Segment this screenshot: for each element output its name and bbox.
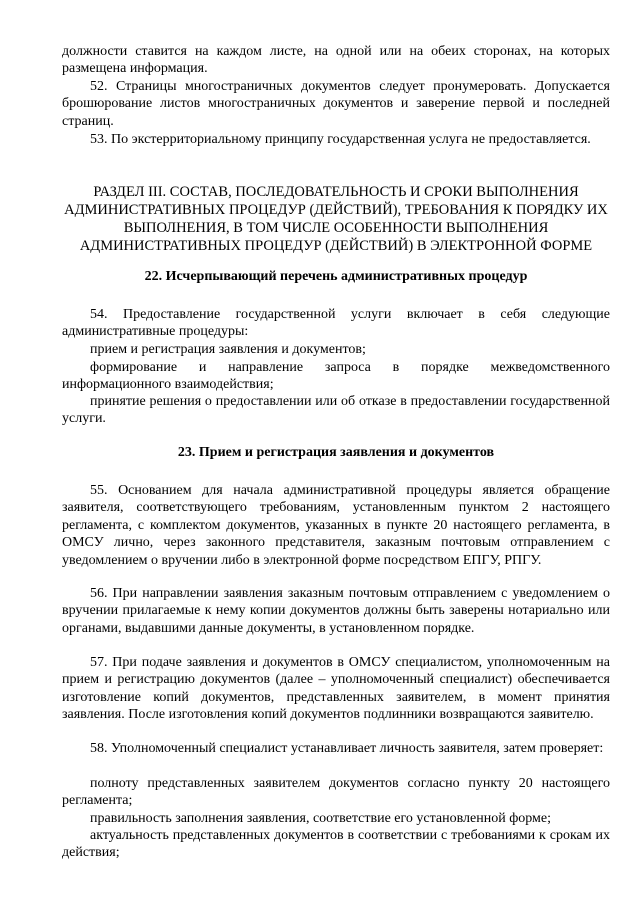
paragraph-53: 53. По экстерриториальному принципу государственная услуга не предоставляется. [90, 132, 591, 147]
list-item: принятие решения о предоставлении или об отказе в предоставлении государственной услуги. [62, 394, 610, 427]
paragraph-54: 54. Предоставление государственной услуги включает в себя следующие административные процедуры: [62, 307, 610, 340]
heading-23: 23. Прием и регистрация заявления и документов [177, 445, 495, 460]
list-item: формирование и направление запроса в порядке межведомственного информационного взаимодействия; [62, 360, 610, 393]
paragraph-55: 55. Основанием для начала административной процедуры является обращение заявителя, соответствующего требованиям, установленным пунктом 2 настоящего регламента, с комплектом документов, указанных в пункте 20 настоящего регламента, в ОМСУ лично, через законного представителя, заказным почтовым отправлением с уведомлением о вручении либо в электронной форме посредством ЕПГУ, РПГУ. [62, 483, 610, 568]
list-item: полноту представленных заявителем документов согласно пункту 20 настоящего регламента; [62, 776, 610, 809]
paragraph-57: 57. При подаче заявления и документов в ОМСУ специалистом, уполномоченным на прием и регистрацию документов (далее – уполномоченный специалист) обеспечивается изготовление копий документов, представленных заявителем, в момент принятия заявления. После изготовления копий документов подлинники возвращаются заявителю. [62, 655, 610, 723]
heading-22: 22. Исчерпывающий перечень административных процедур [144, 269, 528, 284]
paragraph-continuation: должности ставится на каждом листе, на одной или на обеих сторонах, на которых размещена информация. [62, 44, 610, 77]
list-item: правильность заполнения заявления, соответствие его установленной форме; [90, 811, 552, 826]
list-item: прием и регистрация заявления и документов; [90, 342, 366, 357]
paragraph-52: 52. Страницы многостраничных документов следует пронумеровать. Допускается брошюрование листов многостраничных документов и заверение первой и последней страниц. [62, 79, 610, 129]
paragraph-56: 56. При направлении заявления заказным почтовым отправлением с уведомлением о вручении прилагаемые к нему копии документов должны быть заверены нотариально или органами, выдавшими данные документы, в установленном порядке. [62, 586, 610, 636]
section-title: РАЗДЕЛ III. СОСТАВ, ПОСЛЕДОВАТЕЛЬНОСТЬ И СРОКИ ВЫПОЛНЕНИЯ АДМИНИСТРАТИВНЫХ ПРОЦЕДУР (ДЕЙСТВИЙ), ТРЕБОВАНИЯ К ПОРЯДКУ ИХ ВЫПОЛНЕНИЯ, В ТОМ ЧИСЛЕ ОСОБЕННОСТИ ВЫПОЛНЕНИЯ АДМИНИСТРАТИВНЫХ ПРОЦЕДУР (ДЕЙСТВИЙ) В ЭЛЕКТРОННОЙ ФОРМЕ [64, 184, 608, 254]
paragraph-58: 58. Уполномоченный специалист устанавливает личность заявителя, затем проверяет: [90, 741, 604, 756]
list-item: актуальность представленных документов в соответствии с требованиями к срокам их действия; [62, 828, 610, 861]
